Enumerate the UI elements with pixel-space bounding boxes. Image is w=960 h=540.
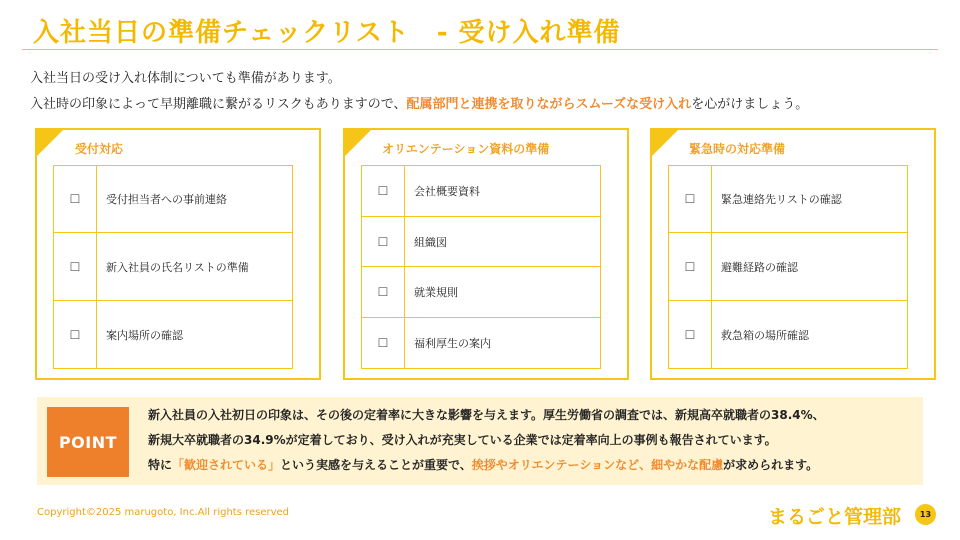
point-line-2: 新規大卒就職者の34.9%が定着しており、受け入れが充実している企業では定着率向上の事例も報告されています。 bbox=[148, 433, 777, 447]
checklist-row bbox=[669, 301, 907, 368]
card-title: 受付対応 bbox=[75, 142, 124, 156]
checklist-item: 避難経路の確認 bbox=[721, 260, 798, 274]
point-line-3-text: という実感を与えることが重要で、 bbox=[280, 458, 472, 472]
checklist-item: 緊急連絡先リストの確認 bbox=[721, 193, 842, 206]
page-title: 入社当日の準備チェックリスト - 受け入れ準備 bbox=[33, 18, 621, 48]
checklist-row bbox=[54, 233, 292, 301]
checklist-row bbox=[54, 166, 292, 233]
checklist-row bbox=[669, 233, 907, 301]
checkbox-icon[interactable]: ☐ bbox=[362, 267, 405, 317]
intro-line-2-end: を心がけましょう。 bbox=[691, 97, 809, 112]
point-line-1: 新入社員の入社初日の印象は、その後の定着率に大きな影響を与えます。厚生労働省の調査では、新規高卒就職者の38.4%、 bbox=[148, 408, 825, 422]
point-highlight-welcome: 「歓迎されている」 bbox=[172, 458, 281, 472]
point-line-3-text: が求められます。 bbox=[723, 458, 819, 472]
intro-highlight: 配属部門と連携を取りながらスムーズな受け入れ bbox=[406, 97, 692, 112]
checklist-row bbox=[54, 301, 292, 368]
title-divider bbox=[22, 49, 938, 50]
copyright: Copyright©2025 marugoto, Inc.All rights reserved bbox=[37, 507, 290, 518]
checklist-row bbox=[362, 267, 600, 318]
card-reception bbox=[35, 128, 321, 380]
checklist-row bbox=[362, 217, 600, 267]
checkbox-icon[interactable]: ☐ bbox=[362, 318, 405, 368]
point-line-3-text: 特に bbox=[148, 458, 173, 472]
point-highlight-care: 挨拶やオリエンテーションなど、細やかな配慮 bbox=[471, 458, 724, 472]
checkbox-icon[interactable]: ☐ bbox=[54, 233, 97, 300]
page-number: 13 bbox=[915, 504, 936, 525]
point-box bbox=[37, 397, 923, 485]
checklist-item: 救急箱の場所確認 bbox=[721, 328, 809, 342]
point-badge: POINT bbox=[47, 407, 129, 477]
checklist-table bbox=[668, 165, 908, 369]
checklist-item: 会社概要資料 bbox=[414, 185, 480, 198]
card-emergency bbox=[650, 128, 936, 380]
card-title: 緊急時の対応準備 bbox=[689, 142, 786, 156]
intro-line-1: 入社当日の受け入れ体制についても準備があります。 bbox=[30, 71, 341, 86]
checklist-item: 就業規則 bbox=[414, 286, 458, 299]
checklist-table bbox=[361, 165, 601, 369]
checklist-row bbox=[362, 318, 600, 368]
checklist-item: 福利厚生の案内 bbox=[414, 337, 491, 350]
brand-logo: まるごと管理部 bbox=[768, 506, 902, 528]
checkbox-icon[interactable]: ☐ bbox=[54, 301, 97, 368]
checkbox-icon[interactable]: ☐ bbox=[362, 217, 405, 266]
checklist-item: 組織図 bbox=[414, 235, 447, 249]
checkbox-icon[interactable]: ☐ bbox=[669, 233, 712, 300]
checkbox-icon[interactable]: ☐ bbox=[362, 166, 405, 216]
checkbox-icon[interactable]: ☐ bbox=[669, 301, 712, 368]
point-line-3 bbox=[148, 456, 818, 473]
checkbox-icon[interactable]: ☐ bbox=[669, 166, 712, 232]
intro-line-2-text: 入社時の印象によって早期離職に繋がるリスクもありますので、 bbox=[30, 97, 407, 112]
checklist-row bbox=[362, 166, 600, 217]
checklist-table bbox=[53, 165, 293, 369]
checklist-item: 受付担当者への事前連絡 bbox=[106, 193, 227, 206]
checkbox-icon[interactable]: ☐ bbox=[54, 166, 97, 232]
checklist-row bbox=[669, 166, 907, 233]
card-orientation bbox=[343, 128, 629, 380]
checklist-item: 案内場所の確認 bbox=[106, 328, 183, 342]
checklist-item: 新入社員の氏名リストの準備 bbox=[106, 260, 249, 274]
intro-line-2 bbox=[30, 93, 808, 112]
card-title: オリエンテーション資料の準備 bbox=[382, 142, 550, 156]
